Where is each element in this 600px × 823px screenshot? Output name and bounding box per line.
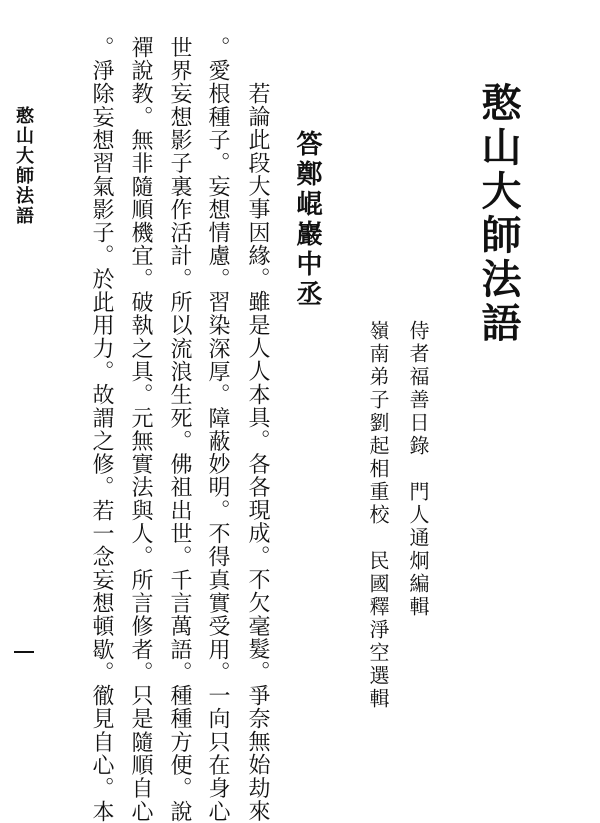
body-text-line: 。愛根種子。妄想情慮。習染深厚。障蔽妙明。不得真實受用。一向只在身心 [205,36,230,823]
body-text-line: 若論此段大事因緣。雖是人人本具。各各現成。不欠毫髮。爭奈無始劫來 [245,82,270,823]
credit-line-editor: 嶺南弟子劉起相重校 民國釋淨空選輯 [366,320,390,711]
body-text-line: 。淨除妄想習氣影子。於此用力。故謂之修。若一念妄想頓歇。徹見自心。本 [89,36,114,823]
running-header: 憨山大師法語 [13,106,34,226]
body-text-line: 世界妄想影子裏作活計。所以流浪生死。佛祖出世。千言萬語。種種方便。說 [167,36,192,823]
body-text-line: 禪說教。無非隨順機宜。破執之具。元無實法與人。所言修者。只是隨順自心 [128,36,153,823]
book-title: 憨山大師法語 [475,82,521,346]
page-number [14,651,34,653]
section-title: 答鄭崐巖中丞 [292,130,322,310]
credit-line-compiler: 侍者福善日錄 門人通炯編輯 [406,320,430,619]
